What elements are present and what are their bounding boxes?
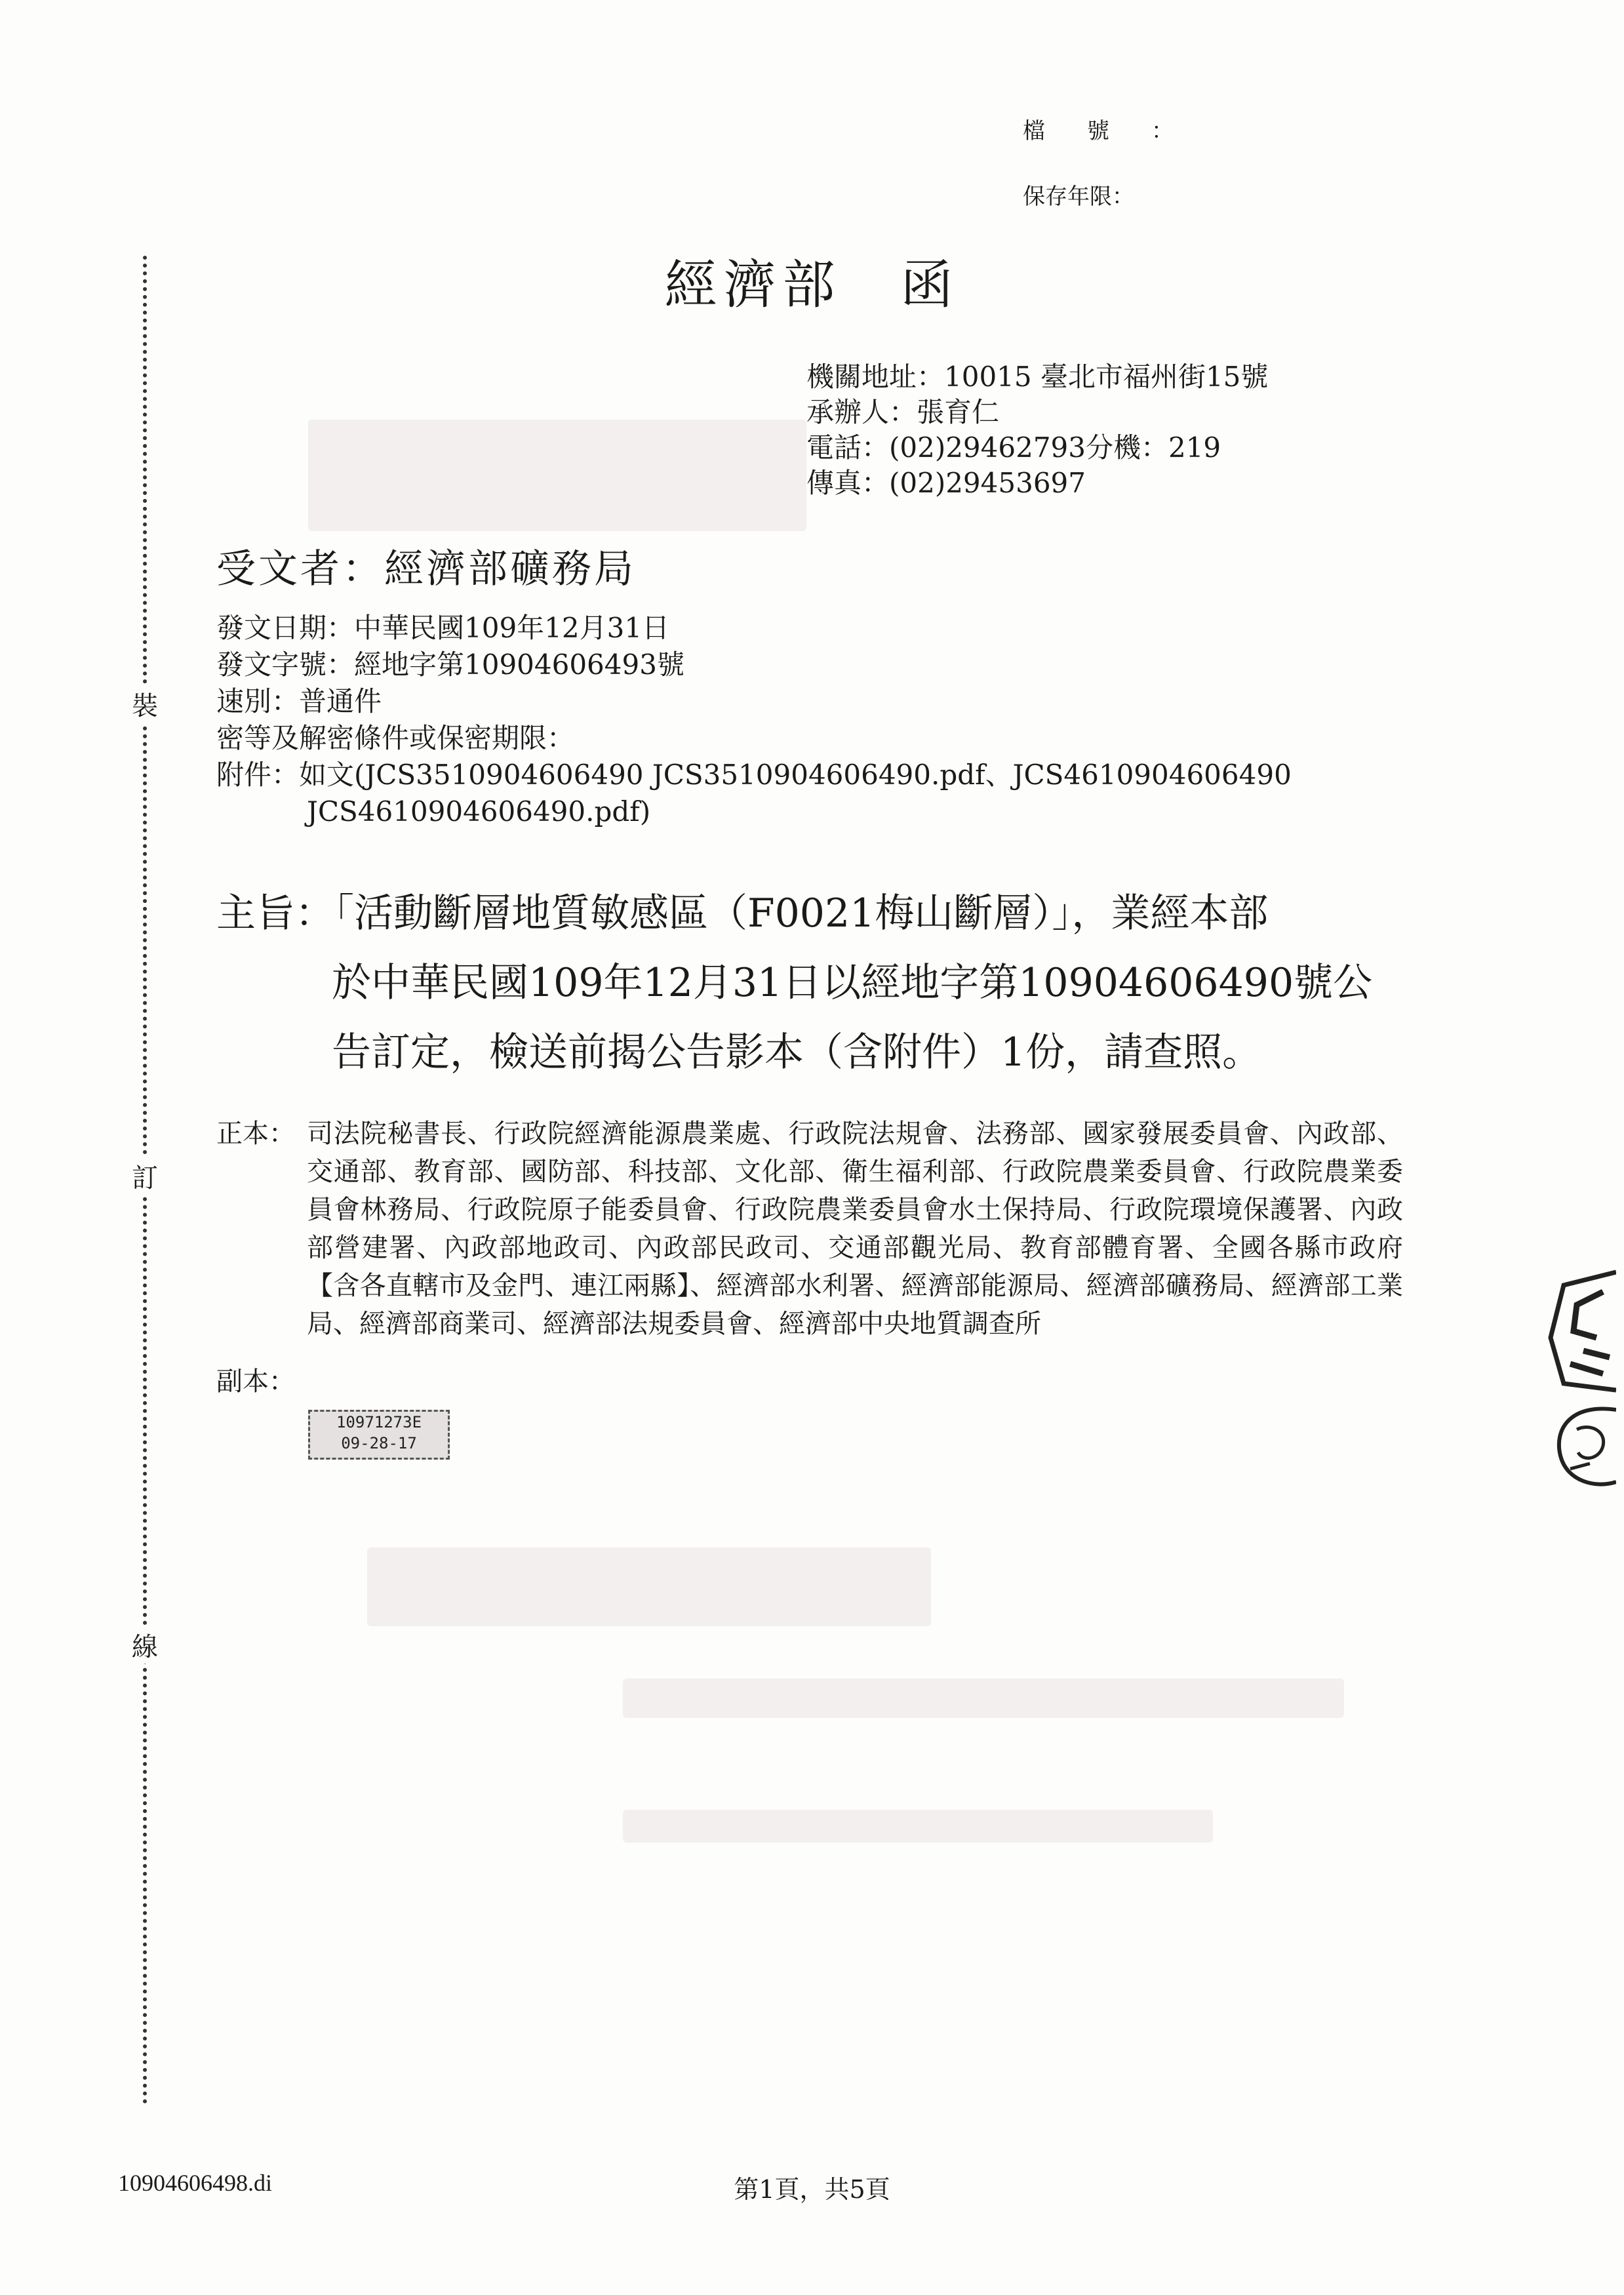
- file-number-label: 檔號：: [1023, 118, 1216, 144]
- delivery-speed: 速別：普通件: [216, 685, 382, 717]
- copy-recipients: [216, 1363, 1403, 1401]
- file-name: 10904606498.di: [118, 2170, 273, 2196]
- retention-period-label: 保存年限：: [1023, 184, 1134, 210]
- binding-mark-xian: 線: [129, 1626, 161, 1664]
- subject-line: 主旨：「活動斷層地質敏感區（F0021梅山斷層）」，業經本部: [216, 890, 1269, 936]
- document-title: [0, 243, 1624, 318]
- receipt-stamp-time: 09-28-17: [341, 1434, 417, 1452]
- bleed-through-mark: [623, 1679, 1344, 1718]
- binding-mark-zhuang: 裝: [129, 685, 161, 723]
- retention-period-field: [1023, 178, 1147, 210]
- original-recipients: [216, 1115, 1403, 1343]
- document-number: 發文字號：經地字第10904606493號: [216, 649, 684, 681]
- phone-number: 電話：(02)29462793分機：219: [806, 431, 1221, 464]
- document-info-block: [216, 610, 1292, 830]
- issue-date: 發文日期：中華民國109年12月31日: [216, 612, 670, 644]
- copy-label: 副本：: [216, 1367, 295, 1397]
- agency-contact-block: [806, 359, 1268, 501]
- file-number-field: [1023, 113, 1216, 145]
- bleed-through-mark: [623, 1810, 1213, 1843]
- document-type: 函: [900, 254, 960, 315]
- receipt-stamp-number: 10971273E: [336, 1413, 422, 1431]
- original-label: 正本：: [216, 1119, 295, 1149]
- page-number: 第1頁，共5頁: [734, 2175, 890, 2204]
- original-recipients-list: 司法院秘書長、行政院經濟能源農業處、行政院法規會、法務部、國家發展委員會、內政部、交通部、教育部、國防部、科技部、文化部、衛生福利部、行政院農業委員會、行政院農業委員會林務局、行政院原子能委員會、行政院農業委員會水土保持局、行政院環境保護署、內政部營建署、內政部地政司、內政部民政司、交通部觀光局、教育部體育署、全國各縣市政府【含各直轄市及金門、連江兩縣】、經濟部水利署、經濟部能源局、經濟部礦務局、經濟部工業局、經濟部商業司、經濟部法規委員會、經濟部中央地質調查所: [307, 1119, 1403, 1339]
- secrecy-level: 密等及解密條件或保密期限：: [216, 722, 575, 754]
- subject-line: 於中華民國109年12月31日以經地字第10904606490號公: [332, 960, 1373, 1006]
- agency-address: 機關地址：10015 臺北市福州街15號: [806, 361, 1269, 393]
- fax-number: 傳真：(02)29453697: [806, 467, 1086, 499]
- official-seal-icon: [1524, 1259, 1616, 1495]
- attachment-line: 附件：如文(JCS3510904606490 JCS3510904606490.pdf、JCS4610904606490: [216, 759, 1292, 791]
- ministry-name: 經濟部: [664, 254, 842, 315]
- bleed-through-mark: [367, 1547, 931, 1626]
- binding-mark-ding: 訂: [129, 1157, 161, 1195]
- attachment-line-continued: JCS4610904606490.pdf): [307, 795, 651, 828]
- subject-block: [216, 879, 1396, 1087]
- distribution-block: [216, 1115, 1403, 1401]
- bleed-through-mark: [308, 420, 806, 531]
- handler-name: 承辦人：張育仁: [806, 396, 1000, 428]
- receipt-stamp: [308, 1410, 450, 1460]
- subject-line: 告訂定，檢送前揭公告影本（含附件）1份，請查照。: [332, 1029, 1262, 1075]
- recipient: 受文者：經濟部礦務局: [216, 546, 636, 592]
